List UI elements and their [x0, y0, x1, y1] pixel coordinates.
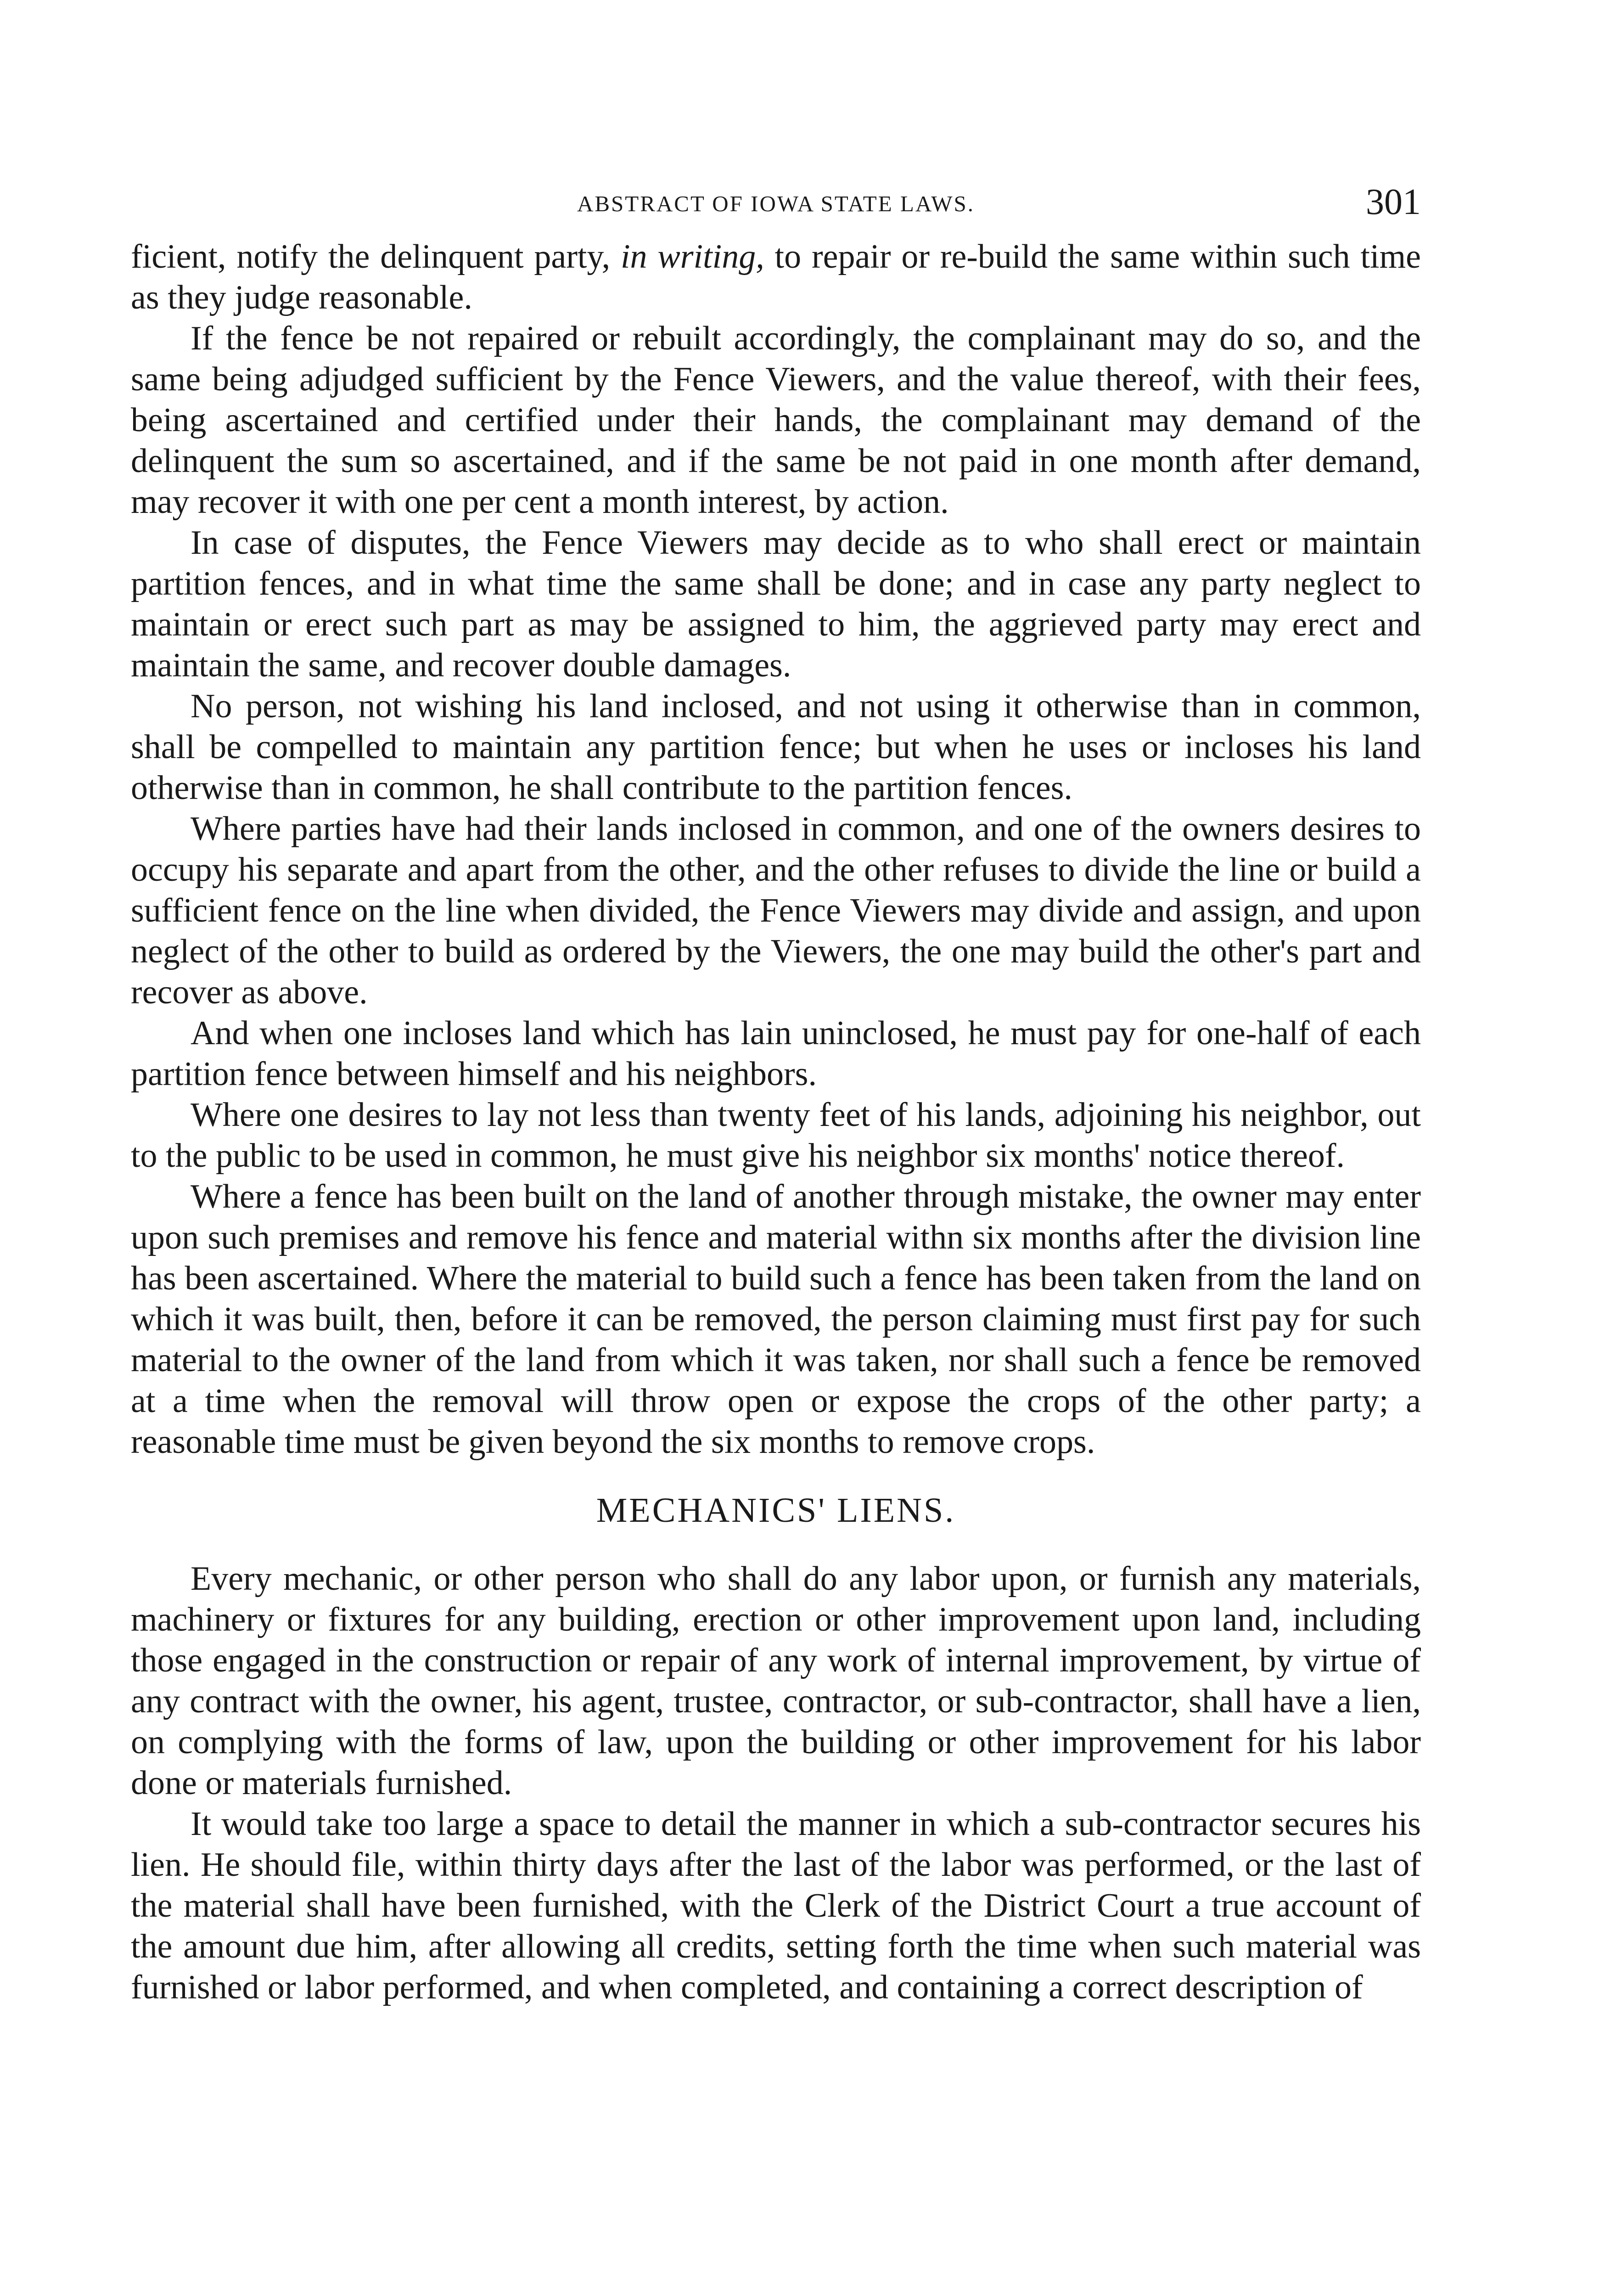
paragraph-lands-in-common: Where parties have had their lands inclosed in common, and one of the owners desires to occupy his separate and apart from the other, and the other refuses to divide the line or build a sufficient fence on the line when divided, the Fence Viewers may divide and assign, and upon neglect of the other to build as ordered by the Viewers, the one may build the other's part and recover as above. — [131, 810, 1421, 1011]
paragraph-subcontractor-lien: It would take too large a space to detail the manner in which a sub-contractor secures his lien. He should file, within thirty days after the last of the labor was performed, or the last of the material shall have been furnished, with the Clerk of the District Court a true account of the amount due him, after allowing all credits, setting forth the time when such material was furnished or labor performed, and when completed, and containing a correct description of — [131, 1805, 1421, 2006]
body-text — [131, 236, 1421, 2008]
book-page — [131, 181, 1421, 2008]
paragraph-one-half-fence: And when one incloses land which has lain uninclosed, he must pay for one-half of each partition fence between himself and his neighbors. — [131, 1014, 1421, 1093]
paragraph-text: ficient, notify the delinquent party, — [131, 238, 621, 276]
paragraph-text: to repair or re-build the same within such time as they judge reasonable. — [131, 238, 1421, 316]
italic-emphasis: in writing, — [620, 238, 764, 276]
paragraph-repair-fence: If the fence be not repaired or rebuilt accordingly, the complainant may do so, and the same being adjudged sufficient by the Fence Viewers, and the value thereof, with their fees, being ascertained and certified under their hands, the complainant may demand of the delinquent the sum so ascertained, and if the same be not paid in one month after demand, may recover it with one per cent a month interest, by action. — [131, 320, 1421, 521]
paragraph-continuation — [131, 236, 1421, 318]
paragraph-land-not-inclosed: No person, not wishing his land inclosed, and not using it otherwise than in common, shall be compelled to maintain any partition fence; but when he uses or incloses his land otherwise than in common, he shall contribute to the partition fences. — [131, 687, 1421, 807]
running-title: ABSTRACT OF IOWA STATE LAWS. — [577, 191, 975, 216]
paragraph-mechanic-lien: Every mechanic, or other person who shall do any labor upon, or furnish any materials, machinery or fixtures for any building, erection or other improvement upon land, including those engaged in the construction or repair of any work of internal improvement, by virtue of any contract with the owner, his agent, trustee, contractor, or sub-contractor, shall have a lien, on complying with the forms of law, upon the building or other improvement for his labor done or materials furnished. — [131, 1560, 1421, 1802]
paragraph-disputes: In case of disputes, the Fence Viewers may decide as to who shall erect or maintain partition fences, and in what time the same shall be done; and in case any party neglect to maintain or erect such part as may be assigned to him, the aggrieved party may erect and maintain the same, and recover double damages. — [131, 524, 1421, 684]
page-number: 301 — [1366, 182, 1421, 222]
paragraph-public-use: Where one desires to lay not less than twenty feet of his lands, adjoining his neighbor, out to the public to be used in common, he must give his neighbor six months' notice thereof. — [131, 1096, 1421, 1175]
paragraph-fence-by-mistake: Where a fence has been built on the land of another through mistake, the owner may enter upon such premises and remove his fence and material withn six months after the division line has been ascertained. Where the material to build such a fence has been taken from the land on which it was built, then, before it can be removed, the person claiming must first pay for such material to the owner of the land from which it was taken, nor shall such a fence be removed at a time when the removal will throw open or expose the crops of the other party; a reasonable time must be given beyond the six months to remove crops. — [131, 1178, 1421, 1461]
running-head — [131, 181, 1421, 236]
section-heading-mechanics-liens: MECHANICS' LIENS. — [596, 1491, 956, 1530]
